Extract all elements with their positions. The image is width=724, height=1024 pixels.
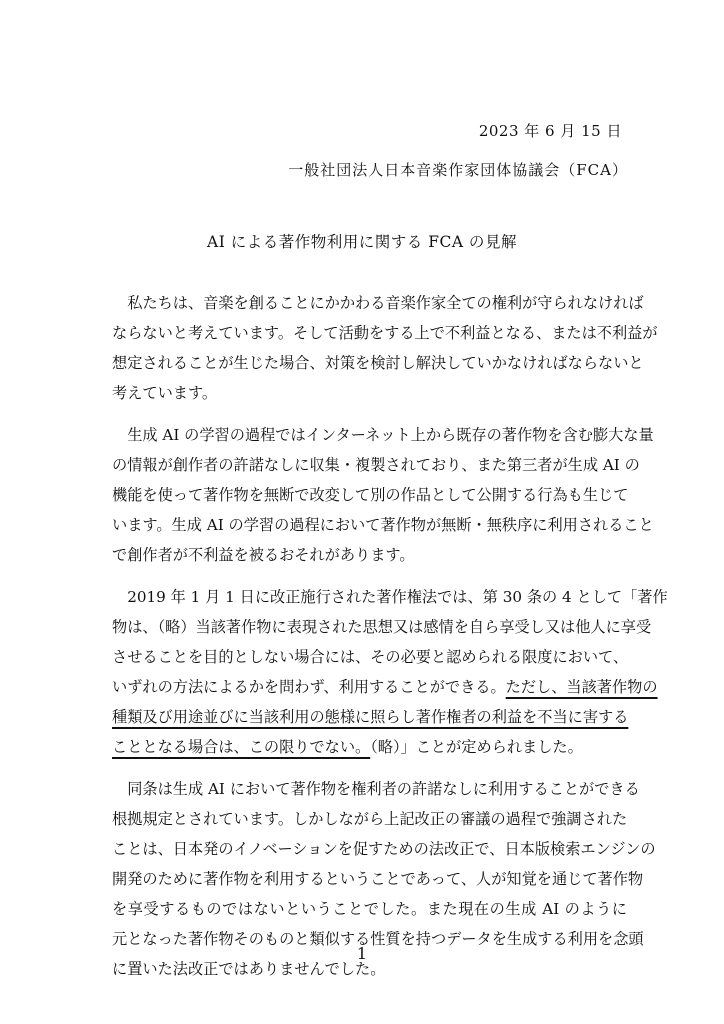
plain-text: （略）」ことが定められました。 bbox=[370, 738, 583, 756]
underlined-quote: 種類及び用途並びに当該利用の態様に照らし著作権者の利益を不当に害する bbox=[112, 708, 629, 726]
text-line: 機能を使って著作物を無断で改変して別の作品として公開する行為も生じて bbox=[112, 486, 629, 504]
text-line: 生成 AI の学習の過程ではインターネット上から既存の著作物を含む膨大な量 bbox=[112, 426, 654, 444]
text-line: 考えています。 bbox=[112, 384, 218, 402]
document-body bbox=[112, 288, 668, 996]
underlined-quote: ただし、当該著作物の bbox=[505, 678, 658, 696]
text-line: に置いた法改正ではありませんでした。 bbox=[112, 960, 386, 978]
paragraph-2 bbox=[112, 420, 654, 570]
text-line: の情報が創作者の許諾なしに収集・複製されており、また第三者が生成 AI の bbox=[112, 456, 640, 474]
text-line: ならないと考えています。そして活動をする上で不利益となる、または不利益が bbox=[112, 324, 658, 342]
text-line: 根拠規定とされています。しかしながら上記改正の審議の過程で強調された bbox=[112, 810, 628, 828]
text-line: 開発のために著作物を利用するということであって、人が知覚を通じて著作物 bbox=[112, 870, 644, 888]
text-line: います。生成 AI の学習の過程において著作物が無断・無秩序に利用されること bbox=[112, 516, 654, 534]
text-line: ことは、日本発のイノベーションを促すための法改正で、日本版検索エンジンの bbox=[112, 840, 656, 858]
text-line: を享受するものではないということでした。また現在の生成 AI のように bbox=[112, 900, 627, 918]
text-line: 物は、（略）当該著作物に表現された思想又は感情を自ら享受し又は他人に享受 bbox=[112, 618, 652, 636]
text-line: 私たちは、音楽を創ることにかかわる音楽作家全ての権利が守られなければ bbox=[112, 294, 644, 312]
text-line bbox=[112, 702, 627, 732]
document-date: 2023 年 6 月 15 日 bbox=[478, 122, 622, 140]
text-line bbox=[112, 672, 658, 702]
paragraph-1 bbox=[112, 288, 658, 408]
text-line: 想定されることが生じた場合、対策を検討し解決していかなければならないと bbox=[112, 354, 644, 372]
text-line: 2019 年 1 月 1 日に改正施行された著作権法では、第 30 条の 4 として「著作 bbox=[112, 588, 668, 606]
organization-name: 一般社団法人日本音楽作家団体協議会（FCA） bbox=[288, 161, 628, 179]
underlined-quote: こととなる場合は、この限りでない。 bbox=[112, 738, 371, 756]
text-line: させることを目的としない場合には、その必要と認められる限度において、 bbox=[112, 648, 629, 666]
text-line: 同条は生成 AI において著作物を権利者の許諾なしに利用することができる bbox=[112, 780, 640, 798]
plain-text: いずれの方法によるかを問わず、利用することができる。 bbox=[112, 678, 506, 696]
text-line: 元となった著作物そのものと類似する性質を持つデータを生成する利用を念頭 bbox=[112, 930, 644, 948]
paragraph-3 bbox=[112, 582, 668, 762]
document-title: AI による著作物利用に関する FCA の見解 bbox=[207, 233, 517, 251]
page-number: 1 bbox=[356, 944, 368, 963]
text-line: で創作者が不利益を被るおそれがあります。 bbox=[112, 546, 415, 564]
text-line bbox=[112, 732, 627, 762]
